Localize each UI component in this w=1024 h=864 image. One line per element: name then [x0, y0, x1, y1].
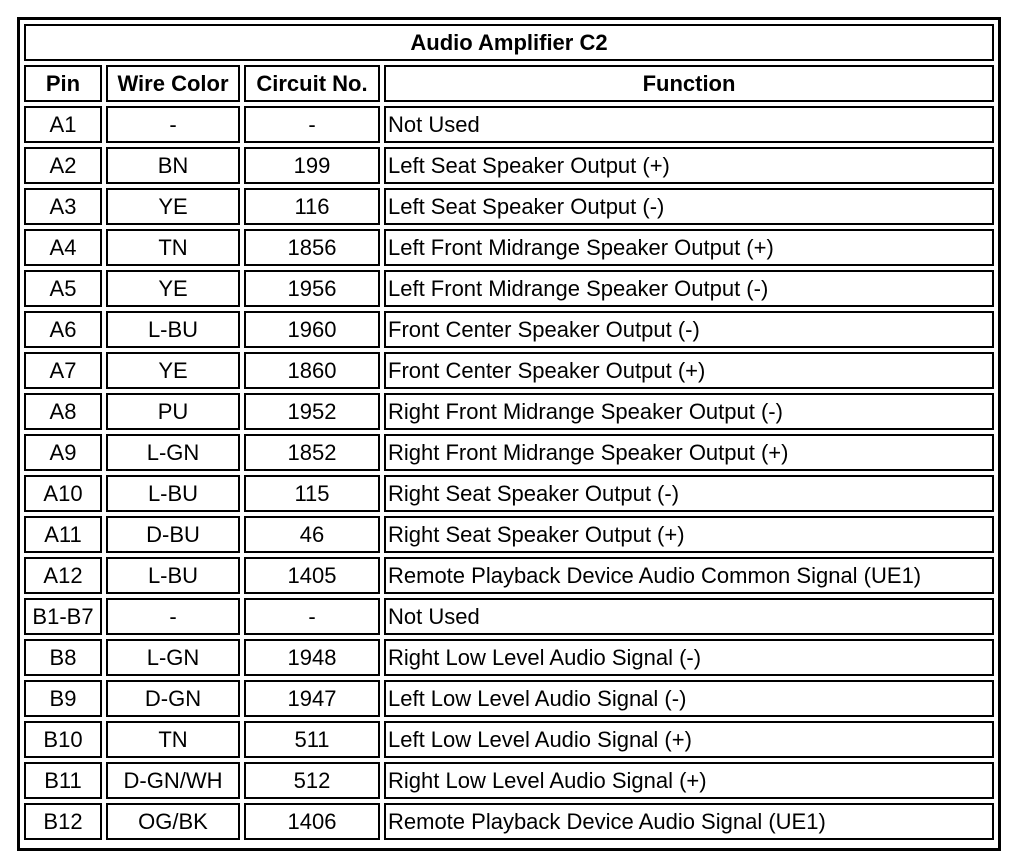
table-title: Audio Amplifier C2 [24, 24, 994, 61]
header-pin: Pin [24, 65, 102, 102]
wire-color-cell: L-BU [106, 475, 240, 512]
function-cell: Right Seat Speaker Output (+) [384, 516, 994, 553]
circuit-no-cell: 1947 [244, 680, 380, 717]
circuit-no-cell: 1960 [244, 311, 380, 348]
header-circuit-no: Circuit No. [244, 65, 380, 102]
header-row [24, 65, 994, 102]
wire-color-cell: - [106, 598, 240, 635]
circuit-no-cell: 512 [244, 762, 380, 799]
wire-color-cell: PU [106, 393, 240, 430]
function-cell: Left Front Midrange Speaker Output (-) [384, 270, 994, 307]
pin-cell: A5 [24, 270, 102, 307]
function-cell: Left Front Midrange Speaker Output (+) [384, 229, 994, 266]
pin-cell: A1 [24, 106, 102, 143]
pin-cell: A3 [24, 188, 102, 225]
table-row [24, 188, 994, 225]
pin-cell: B1-B7 [24, 598, 102, 635]
table-row [24, 147, 994, 184]
wire-color-cell: YE [106, 352, 240, 389]
function-cell: Not Used [384, 106, 994, 143]
pin-cell: A8 [24, 393, 102, 430]
circuit-no-cell: 1956 [244, 270, 380, 307]
pin-cell: B9 [24, 680, 102, 717]
wire-color-cell: L-GN [106, 434, 240, 471]
circuit-no-cell: 511 [244, 721, 380, 758]
function-cell: Remote Playback Device Audio Common Signal (UE1) [384, 557, 994, 594]
pin-cell: B8 [24, 639, 102, 676]
function-cell: Not Used [384, 598, 994, 635]
pin-cell: A6 [24, 311, 102, 348]
wire-color-cell: D-BU [106, 516, 240, 553]
circuit-no-cell: 1952 [244, 393, 380, 430]
table-row [24, 680, 994, 717]
function-cell: Front Center Speaker Output (+) [384, 352, 994, 389]
table-row [24, 598, 994, 635]
table-row [24, 557, 994, 594]
wire-color-cell: OG/BK [106, 803, 240, 840]
wire-color-cell: YE [106, 188, 240, 225]
function-cell: Remote Playback Device Audio Signal (UE1) [384, 803, 994, 840]
circuit-no-cell: - [244, 598, 380, 635]
pin-cell: A10 [24, 475, 102, 512]
function-cell: Left Seat Speaker Output (+) [384, 147, 994, 184]
table-row [24, 352, 994, 389]
wire-color-cell: TN [106, 721, 240, 758]
title-row [24, 24, 994, 61]
table-row [24, 803, 994, 840]
table-row [24, 762, 994, 799]
wire-color-cell: L-BU [106, 311, 240, 348]
wire-color-cell: L-BU [106, 557, 240, 594]
circuit-no-cell: 1860 [244, 352, 380, 389]
pin-cell: A12 [24, 557, 102, 594]
circuit-no-cell: 46 [244, 516, 380, 553]
function-cell: Right Low Level Audio Signal (-) [384, 639, 994, 676]
wire-color-cell: D-GN/WH [106, 762, 240, 799]
pin-cell: A4 [24, 229, 102, 266]
circuit-no-cell: 1406 [244, 803, 380, 840]
table-row [24, 639, 994, 676]
pin-cell: A11 [24, 516, 102, 553]
header-wire-color: Wire Color [106, 65, 240, 102]
circuit-no-cell: 115 [244, 475, 380, 512]
circuit-no-cell: 1405 [244, 557, 380, 594]
function-cell: Right Front Midrange Speaker Output (-) [384, 393, 994, 430]
circuit-no-cell: 116 [244, 188, 380, 225]
table-row [24, 270, 994, 307]
circuit-no-cell: 1852 [244, 434, 380, 471]
connector-table-frame [17, 17, 1001, 851]
connector-pinout-table [20, 20, 998, 844]
header-function: Function [384, 65, 994, 102]
function-cell: Right Low Level Audio Signal (+) [384, 762, 994, 799]
pin-cell: A9 [24, 434, 102, 471]
wire-color-cell: L-GN [106, 639, 240, 676]
circuit-no-cell: 199 [244, 147, 380, 184]
table-row [24, 393, 994, 430]
table-row [24, 434, 994, 471]
function-cell: Right Seat Speaker Output (-) [384, 475, 994, 512]
function-cell: Left Low Level Audio Signal (+) [384, 721, 994, 758]
table-row [24, 229, 994, 266]
pin-rows [24, 106, 994, 840]
function-cell: Left Low Level Audio Signal (-) [384, 680, 994, 717]
wire-color-cell: - [106, 106, 240, 143]
table-row [24, 721, 994, 758]
pin-cell: B11 [24, 762, 102, 799]
table-row [24, 311, 994, 348]
wire-color-cell: BN [106, 147, 240, 184]
circuit-no-cell: 1856 [244, 229, 380, 266]
function-cell: Left Seat Speaker Output (-) [384, 188, 994, 225]
function-cell: Right Front Midrange Speaker Output (+) [384, 434, 994, 471]
wire-color-cell: YE [106, 270, 240, 307]
circuit-no-cell: - [244, 106, 380, 143]
wire-color-cell: D-GN [106, 680, 240, 717]
wire-color-cell: TN [106, 229, 240, 266]
table-row [24, 106, 994, 143]
pin-cell: A2 [24, 147, 102, 184]
pin-cell: B10 [24, 721, 102, 758]
function-cell: Front Center Speaker Output (-) [384, 311, 994, 348]
table-row [24, 475, 994, 512]
circuit-no-cell: 1948 [244, 639, 380, 676]
pin-cell: B12 [24, 803, 102, 840]
table-row [24, 516, 994, 553]
pin-cell: A7 [24, 352, 102, 389]
